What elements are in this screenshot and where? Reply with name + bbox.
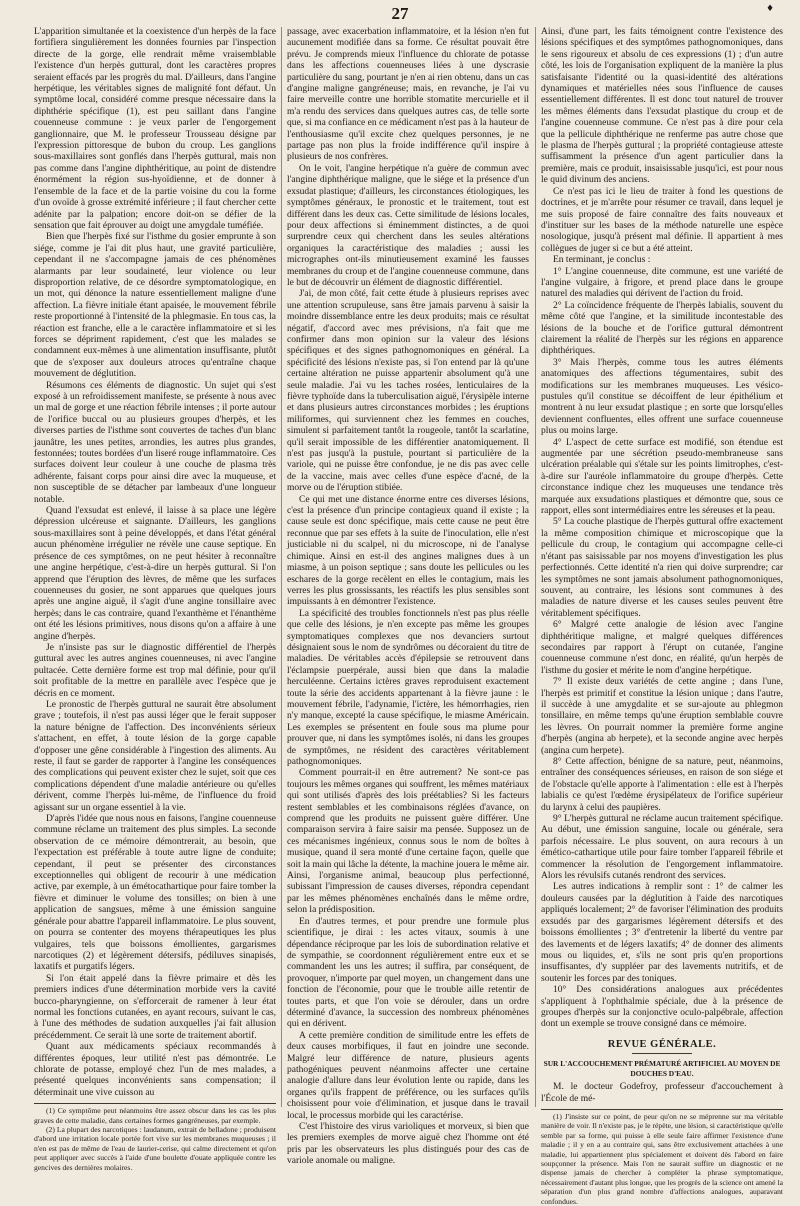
page-number: 27 (391, 4, 409, 23)
paragraph: Comment pourrait-il en être autrement? Ne sont-ce pas toujours les mêmes organes qui souffrent, les mêmes matériaux qui sont utilisés d'après des lois préétablies? Si les facteurs restent semblables et les combinaisons réglées d'avance, on comprend que les produits ne puissent guère différer. Une comparaison servira à faire saisir ma pensée. Supposez un de ces mécanismes ingénieux, connus sous le nom de boîtes à musique, quand il sera monté d'une certaine façon, quelle que soit la main qui lâche la détente, la machine jouera le même air. Ainsi, l'organisme animal, beaucoup plus perfectionné, subissant l'impression de causes diverses, répondra cependant par les mêmes phénomènes enchaînés dans le même ordre, selon la prédisposition. (287, 768, 529, 916)
paragraph: Ce qui met une distance énorme entre ces diverses lésions, c'est la présence d'un principe contagieux quand il existe ; la cause seule est donc spécifique, mais cette cause ne peut être reconnue que par ses effets à la suite de l'inoculation, elle n'est justiciable ni du scalpel, ni du microscope, ni de l'analyse chimique. Ainsi en est-il des angines malignes dues à un miasme, à un poison septique ; sans doute les pellicules ou les eschares de la gorge recèlent en elles le contagium, mais les verres les plus grossissants, les réactifs les plus sensibles sont impuissants à en démontrer l'existence. (287, 494, 529, 608)
article-title: SUR L'ACCOUCHEMENT PRÉMATURÉ ARTIFICIEL AU MOYEN DE DOUCHES D'EAU. (543, 1059, 781, 1079)
paragraph: La spécificité des troubles fonctionnels n'est pas plus réelle que celle des lésions, je n'en excepte pas même les groupes symptomatiques complexes que nos devanciers surtout désignaient sous le nom de syndrômes ou décoraient du titre de maladies. De véritables accès d'épilepsie se retrouvent dans l'éclampsie puerpérale, aussi bien que dans la maladie herculéenne. Certains ictères graves reproduisent exactement toute la série des accidents appartenant à la fièvre jaune : le mouvement fébrile, l'adynamie, l'ictère, les hémorrhagies, rien n'y manque, excepté la cause spécifique, le miasme Américain. Les exemples se présentent en foule sous ma plume pour prouver que, ni dans les symptômes isolés, ni dans les groupes de symptômes, ne résident des caractères véritablement pathognomoniques. (287, 608, 529, 767)
paragraph: Les autres indications à remplir sont : 1° de calmer les douleurs causées par la déglutition à l'aide des narcotiques appliqués localement; 2° de favoriser l'élimination des produits exsudés par des gargarismes légèrement détersifs et des boissons émollientes ; 3° d'entretenir la liberté du ventre par des lavements et de légers laxatifs; 4° de donner des aliments mous ou liquides, et, s'ils ne sont pris qu'en proportions insuffisantes, d'y suppléer par des lavements nutritifs, et de soutenir les forces par des toniques. (541, 882, 783, 984)
paragraph: 8° Cette affection, bénigne de sa nature, peut, néanmoins, entraîner des conséquences sérieuses, en raison de son siége et de l'obstacle qu'elle apporte à l'alimentation : elle est à l'herpès labialis ce qu'est l'œdème érysipélateux de l'orifice supérieur du larynx à celui des paupières. (541, 757, 783, 813)
footnote: (1) J'insiste sur ce point, de peur qu'on ne se méprenne sur ma véritable manière de voir. Il n'existe pas, je le répète, une lésion, si caractéristique qu'elle semble par sa forme, qui puisse à elle seule faire affirmer l'existence d'une maladie ; il y en a au contraire qui, sans être exclusivement attachées à une maladie, lui appartiennent plus spécialement et doivent dès l'abord en faire soupçonner la présence. Mais l'on ne saurait suffire un diagnostic et ne dispense jamais de chercher à compléter la phrase symptomatique, nécessairement d'autant plus longue, que les progrès de la science ont amené la séparation d'un plus grand nombre d'affections analogues, auparavant confondues. (541, 1111, 783, 1206)
paragraph: A cette première condition de similitude entre les effets de deux causes morbifiques, il faut en joindre une seconde. Malgré leur différence de nature, plusieurs agents pathogéniques peuvent néanmoins affecter une certaine analogie d'allure dans leur évolution lente ou rapide, dans les organes qu'ils frappent de préférence, ou les surfaces qu'ils choisissent pour voie d'élimination, et jusque dans le travail local, le processus morbide qui les caractérise. (287, 1030, 529, 1121)
paragraph: En terminant, je conclus : (553, 255, 651, 266)
article-intro: M. le docteur Godefroy, professeur d'accouchement à l'École de mé- (541, 1082, 783, 1104)
paragraph: D'après l'idée que nous nous en faisons, l'angine couenneuse commune réclame un traitement des plus simples. La seconde observation de ce mémoire démontrerait, au besoin, que l'expectation est préférable à toute autre ligne de conduite; cependant, il peut se présenter des circonstances exceptionnelles qui obligent de recourir à une médication active, par exemple, à un émétocathartique pour faire tomber la fièvre et diminuer le volume des tonsilles; on bien à une application de sangsues, même à une émission sanguine générale pour abattre l'appareil inflammatoire. Le plus souvent, on pourra se contenter des moyens thérapeutiques les plus vulgaires, tels que boissons émollientes, gargarismes narcotiques (2) et légèrement détersifs, pédiluves sinapisés, laxatifs et purgatifs légers. (34, 814, 276, 973)
paragraph: Je n'insiste pas sur le diagnostic différentiel de l'herpès guttural avec les autres angines couenneuses, ni avec l'angine pultacée. Cette dernière forme est trop mal définie, pour qu'il soit profitable de la mettre en parallèle avec l'espèce que je décris en ce moment. (34, 642, 276, 699)
footnote: (2) La plupart des narcotiques : laudanum, extrait de belladone ; produisent d'abord une irritation locale portée fort vive sur les membranes muqueuses ; il n'en est pas de même de l'eau de laurier-cerise, qui calme directement et qu'on peut appliquer avec succès à l'aide d'une boulette d'ouate appliquée contre les gencives des dernières molaires. (34, 1125, 276, 1172)
paragraph: 2° La coïncidence fréquente de l'herpès labialis, souvent du même côté que l'angine, et la similitude incontestable des lésions de la bouche et de l'orifice guttural démontrent clairement la réalité de l'herpès sur les régions en apparence diphthériques. (541, 300, 783, 357)
paragraph: On le voit, l'angine herpétique n'a guère de commun avec l'angine diphthérique maligne, que le siége et la présence d'un exsudat plastique; d'ailleurs, les circonstances étiologiques, les symptômes généraux, le pronostic et le traitement, tout est différent dans les deux cas. Cette similitude de lésions locales, pour deux affections si éminemment distinctes, a de quoi surprendre ceux qui cherchent dans les seules altérations organiques la caractéristique des maladies ; aussi les micrographes ont-ils minutieusement examiné les fausses membranes du croup et de l'angine couenneuse commune, dans le but de découvrir un élément de diagnostic différentiel. (287, 163, 529, 288)
paragraph: Le pronostic de l'herpès guttural ne saurait être absolument grave ; toutefois, il n'est pas aussi léger que le ferait supposer la nature bénigne de l'affection. Des inconvénients sérieux s'attachent, en effet, à toute lésion de la gorge capable d'opposer une gêne considérable à l'ingestion des aliments. Au reste, il faut se garder de rapporter à l'angine les conséquences des complications qui peuvent exister chez le sujet, soit que ces complications dépendent d'une maladie antérieure ou qu'elles dérivent, comme l'herpès lui-même, de l'influence du froid agissant sur un organe essentiel à la vie. (34, 699, 276, 813)
paragraph: 1° L'angine couenneuse, dite commune, est une variété de l'angine vulgaire, à frigore, et prend place dans le groupe naturel des maladies qui dérivent de l'action du froid. (541, 266, 783, 300)
paragraph: Ainsi, d'une part, les faits témoignent contre l'existence des lésions spécifiques et des symptômes pathognomoniques, dans le sens rigoureux et absolu de ces expressions (1) ; d'un autre côté, les lois de l'organisation expliquent de la manière la plus satisfaisante l'identité ou la quasi-identité des altérations dynamiques et matérielles nées sous l'influence de causes essentiellement différentes. Il est donc tout naturel de trouver les mêmes éléments dans l'exsudat plastique du croup et de l'angine couenneuse commune. Ce n'est pas à dire pour cela que la pellicule diphthérique ne renferme pas autre chose que le plasma de l'herpès guttural ; la propriété contagieuse atteste suffisamment la présence d'un agent particulier dans la première, mais ce produit, insaisissable jusqu'ici, est pour nous le quid divinum des anciens. (541, 27, 783, 186)
paragraph: 7° Il existe deux variétés de cette angine ; dans l'une, l'herpès est primitif et constitue la lésion unique ; dans l'autre, il succède à une amygdalite et se sur-ajoute au phlegmon tonsillaire, en même temps qu'une éruption semblable couvre les lèvres. On pourrait nommer la première forme angine d'herpès (angina ab herpete), et la seconde angine avec herpès (angina cum herpete). (541, 677, 783, 756)
section-title: REVUE GÉNÉRALE. (607, 1038, 717, 1050)
column-3 (541, 27, 783, 1206)
paragraph: C'est l'histoire des virus varioliques et morveux, si bien que les premiers exemples de morve aiguë chez l'homme ont été pris par les observateurs les plus distingués pour des cas de variole anomale ou maligne. (287, 1122, 529, 1167)
column-divider (535, 27, 536, 1107)
paragraph: Ce n'est pas ici le lieu de traiter à fond les questions de doctrines, et je m'arrête pour résumer ce travail, dans lequel je me suis proposé de faire connaître des faits nouveaux et d'instituer sur les bases de la méthode naturelle une espèce nosologique, jusqu'à présent mal définie. Il appartient à mes collègues de juger si ce but a été atteint. (541, 186, 783, 254)
section-rule (632, 1053, 692, 1054)
paragraph: 4° L'aspect de cette surface est modifié, son étendue est augmentée par une sécrétion pseudo-membraneuse sans ulcération préalable qui s'étale sur les points limitrophes, c'est-à-dire sur l'auréole inflammatoire du groupe d'herpès. Cette circonstance indique chez les muqueuses une tendance très marquée aux exsudations plastiques et démontre que, sous ce rapport, elles sont intermédiaires entre les séreuses et la peau. (541, 437, 783, 517)
paragraph: Bien que l'herpès fixé sur l'isthme du gosier emprunte à son siége, comme je l'ai dit plus haut, une gravité particulière, cependant il ne s'accompagne jamais de ces phénomènes alarmants par leur soudaineté, leur violence ou leur disproportion relative, de ce désordre symptomatologique, en un mot, qui dénonce la nature essentiellement maligne d'une affection. La fièvre initiale étant apaisée, le mouvement fébrile reste proportionné à l'intensité de la phlegmasie. En tous cas, la réaction est franche, elle a le caractère inflammatoire et si les forces se dépriment rapidement, c'est que les malades se condamnent eux-mêmes à une alimentation insuffisante, plutôt que de s'exposer aux douleurs atroces qu'entraîne chaque mouvement de déglutition. (34, 232, 276, 380)
paragraph: 10° Des considérations analogues aux précédentes s'appliquent à l'ophthalmie spéciale, due à la présence de groupes d'herpès sur la conjonctive oculo-palpébrale, affection dont un exemple se trouve consigné dans ce mémoire. (541, 985, 783, 1030)
column-1 (34, 27, 276, 1172)
paragraph: Si l'on était appelé dans la fièvre primaire et dès les premiers indices d'une détermination morbide vers la cavité bucco-pharyngienne, on s'efforcerait de ramener à leur état normal les fonctions cutanées, en ayant recours, suivant le cas, à l'une des méthodes de sudation auxquelles j'ai fait allusion précédemment. Ce serait là une sorte de traitement abortif. (34, 973, 276, 1041)
paragraph: 9° L'herpès guttural ne réclame aucun traitement spécifique. Au début, une émission sanguine, locale ou générale, sera parfois nécessaire. Le plus souvent, on aura recours à un émético-cathartique utile pour faire tomber l'appareil fébrile et commencer la résolution de l'engorgement inflammatoire. Alors les révulsifs cutanés rendront des services. (541, 814, 783, 882)
paragraph: L'apparition simultanée et la coexistence d'un herpès de la face fortifiera singulièrement les données fournies par l'inspection directe de la gorge, elle rendrait même vraisemblable l'existence d'un herpès guttural, dont les caractères propres seraient effacés par les progrès du mal. D'ailleurs, dans l'angine herpétique, les véritables signes de malignité font défaut. Un symptôme local, considéré comme presque nécessaire dans la diphthérie spécifique (1), est peu saillant dans l'angine couenneuse commune : je veux parler de l'engorgement ganglionnaire, que M. le professeur Trousseau désigne par l'expression pittoresque de bubon du croup. Les ganglions sous-maxillaires sont gonflés dans l'herpès guttural, mais non pas comme dans l'angine diphthéritique, au point de distendre énormément la région sus-hyoïdienne, et de donner à l'ensemble de la face et de la partie voisine du cou la forme d'un ovoïde à grosse extrémité inférieure ; il faut chercher cette adénite par la palpation; encore doit-on se défier de la sensation que fait éprouver au doigt une amygdale tuméfiée. (34, 27, 276, 231)
paragraph: En d'autres termes, et pour prendre une formule plus scientifique, je dirai : les actes vitaux, soumis à une dépendance réciproque par les lois de subordination relative et de sympathie, se coordonnent régulièrement entre eux et se commandent les uns les autres; il suffira, par conséquent, de provoquer, n'importe par quel moyen, un changement dans une fonction de l'économie, pour que le trouble aille retentir de toutes parts, et que l'on voie se dérouler, dans un ordre déterminé d'avance, la succession des nombreux phénomènes qui en dérivent. (287, 916, 529, 1030)
footnote: (1) Ce symptôme peut néanmoins être assez obscur dans les cas les plus graves de cette maladie, dans certaines formes gangréneuses, par exemple. (34, 1106, 276, 1125)
ornament-mark: ♦ (766, 4, 775, 14)
paragraph: 5° La couche plastique de l'herpès guttural offre exactement la même composition chimique et microscopique que la pellicule du croup, le contagium qui accompagne celle-ci n'étant pas saisissable par nos moyens d'investigation les plus perfectionnés. Cette identité n'a rien qui doive surprendre; car les symptômes ne sont jamais absolument pathognomoniques, souvent, au contraire, les lésions sont communes à des maladies de nature diverse et les causes seules peuvent être véritablement spécifiques. (541, 517, 783, 619)
footnote-divider (541, 1109, 783, 1110)
paragraph: 3° Mais l'herpès, comme tous les autres éléments anatomiques des affections tégumentaires, subit des modifications sur les membranes muqueuses. Les vésico-pustules qu'il constitue se décoiffent de leur épithélium et montrent à nu leur exsudat plastique ; en sorte que lorsqu'elles deviennent confluentes, elles offrent une surface couenneuse plus ou moins large. (541, 357, 783, 437)
column-2 (287, 27, 529, 1167)
paragraph: Résumons ces éléments de diagnostic. Un sujet qui s'est exposé à un refroidissement manifeste, se présente à nous avec un mal de gorge et une réaction fébrile intenses ; il porte autour de l'orifice buccal ou au plusieurs groupes d'herpès, et les diverses parties de l'isthme sont couvertes de taches d'un blanc jaunâtre, les unes petites, arrondies, les autres plus grandes, festonnées; toutes bordées d'un liseré rouge inflammatoire. Ces surfaces doivent leur couleur à une couche de plasma très adhérente, faisant corps pour ainsi dire avec la muqueuse, et non susceptible de se détacher par lambeaux d'une longueur notable. (34, 380, 276, 505)
footnote-divider (34, 1103, 276, 1104)
paragraph: passage, avec exacerbation inflammatoire, et la lésion n'en fut aucunement modifiée dans sa forme. Ce résultat pouvait être prévu. Je comprends mieux l'influence du chlorate de potasse dans les affections couenneuses liées à une dyscrasie particulière du sang, pourtant je n'en ai rien obtenu, dans un cas d'angine maligne gangréneuse; mais, en revanche, je l'ai vu faire merveille contre une horrible stomatite mercurielle et il m'a rendu des services dans quelques autres cas, de telle sorte que, si ma confiance en ce médicament n'est pas à la hauteur de l'enthousiasme qu'il excite chez quelques personnes, je ne partage pas non plus la froide indifférence qu'il inspire à plusieurs de nos confrères. (287, 27, 529, 163)
column-divider (281, 27, 282, 1107)
paragraph: Quand l'exsudat est enlevé, il laisse à sa place une légère dépression ulcéreuse et saignante. D'ailleurs, les ganglions sous-maxillaires sont à peine développés, et dans l'état général aucun phénomène irrégulier ne révèle une cause septique. En présence de ces symptômes, on ne peut hésiter à reconnaître une angine herpétique, c'est-à-dire un herpès guttural. Si l'on apprend que l'éruption des lèvres, de même que les surfaces couenneuses du gosier, ne sont apparues que quelques jours après une angine aiguë, il s'agit d'une angine tonsillaire avec herpès; dans le cas contraire, quand l'exanthème et l'énanthème ont été les lésions primitives, nous disons qu'on a affaire à une angine d'herpès. (34, 506, 276, 642)
paragraph: Quant aux médicaments spéciaux recommandés à différentes époques, leur utilité n'est pas démontrée. Le chlorate de potasse, employé chez l'un de mes malades, a présenté quelques inconvénients sans compensation; il déterminait une vive cuisson au (34, 1042, 276, 1098)
paragraph: 6° Malgré cette analogie de lésion avec l'angine diphthéritique maligne, et malgré quelques différences secondaires par rapport à l'érupt on cutanée, l'angine couenneuse commune n'est donc, en réalité, qu'un herpès de l'isthme du gosier et mérite le nom d'angine herpétique. (541, 620, 783, 676)
paragraph: J'ai, de mon côté, fait cette étude à plusieurs reprises avec une attention scrupuleuse, sans être jamais parvenu à saisir la moindre dissemblance entre les deux produits; mais ce résultat négatif, d'accord avec mes prévisions, n'a fait que me confirmer dans mon opinion sur la valeur des lésions spécifiques et des signes pathognomoniques en général. La spécificité des lésions n'existe pas, si l'on entend par là qu'une certaine altération ne puisse appartenir absolument qu'à une seule maladie. J'ai vu les taches rosées, lenticulaires de la fièvre typhoïde dans la tuberculisation aiguë, l'érysipèle interne et dans plusieurs autres circonstances morbides ; les éruptions miliformes, qui surviennent chez les femmes en couches, simulent si parfaitement tantôt la rougeole, tantôt la scarlatine, qu'il serait impossible de les différentier anatomiquement. Il n'est pas jusqu'à la pustule, pourtant si particulière de la variole, qui ne puisse être confondue, je ne dis pas avec celle de la vaccine, mais avec celles d'une espèce d'acné, de la morve ou de l'éruption stibiée. (287, 289, 529, 494)
